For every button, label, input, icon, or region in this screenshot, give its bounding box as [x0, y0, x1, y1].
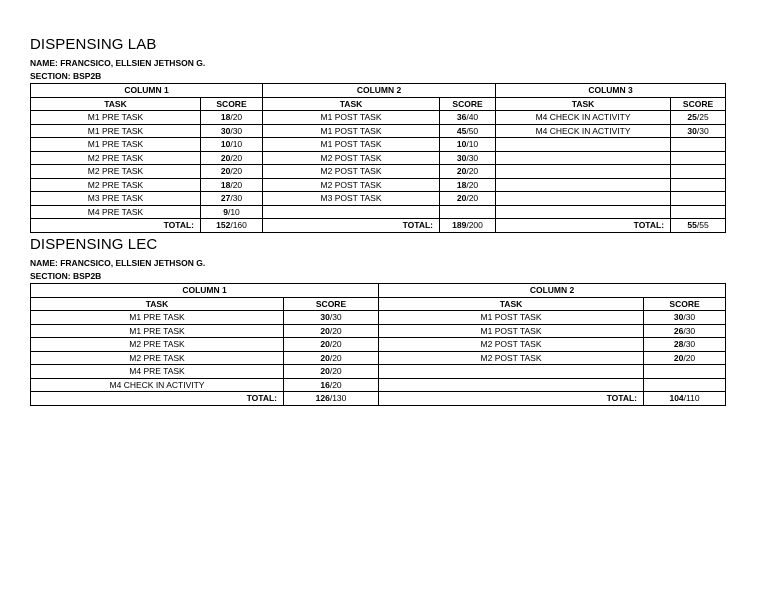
- score-value: 20: [320, 339, 330, 350]
- task-cell: [263, 205, 440, 219]
- task-header: TASK: [31, 297, 284, 311]
- table-row: [31, 378, 726, 392]
- score-header: SCORE: [440, 97, 496, 111]
- task-cell: M1 POST TASK: [263, 124, 440, 138]
- task-cell: M1 PRE TASK: [31, 324, 284, 338]
- task-cell: M1 POST TASK: [263, 138, 440, 152]
- score-header: SCORE: [671, 97, 726, 111]
- table-row: [31, 124, 726, 138]
- task-cell: [496, 151, 671, 165]
- score-value: 45: [456, 125, 467, 136]
- total-score-max: /200: [466, 220, 483, 231]
- score-max: /50: [466, 125, 479, 136]
- task-cell: [496, 205, 671, 219]
- score-max: /30: [696, 125, 709, 136]
- lec-score-table: [30, 283, 726, 406]
- task-cell: M2 POST TASK: [263, 165, 440, 179]
- total-score-max: /110: [683, 393, 700, 404]
- score-cell: [201, 138, 263, 152]
- lab-name-line: NAME: FRANCSICO, ELLSIEN JETHSON G.: [30, 58, 206, 68]
- score-cell: [284, 378, 379, 392]
- lec-name-line: NAME: FRANCSICO, ELLSIEN JETHSON G.: [30, 258, 206, 268]
- score-max: /25: [696, 112, 709, 123]
- task-cell: M1 PRE TASK: [31, 124, 201, 138]
- total-label: TOTAL:: [496, 219, 671, 233]
- score-max: /20: [230, 152, 243, 163]
- lec-column-1-title: COLUMN 1: [31, 284, 379, 298]
- score-max: /20: [466, 179, 479, 190]
- task-cell: M1 PRE TASK: [31, 111, 201, 125]
- score-max: /20: [329, 379, 342, 390]
- table-row: [31, 178, 726, 192]
- task-cell: M2 PRE TASK: [31, 178, 201, 192]
- score-value: 25: [687, 112, 697, 123]
- total-label: TOTAL:: [31, 392, 284, 406]
- lec-header-row: [31, 297, 726, 311]
- task-cell: [496, 192, 671, 206]
- score-max: /10: [466, 139, 479, 150]
- score-cell: [644, 338, 726, 352]
- score-max: /20: [329, 366, 342, 377]
- table-row: [31, 351, 726, 365]
- task-cell: M3 POST TASK: [263, 192, 440, 206]
- table-row: [31, 205, 726, 219]
- total-label: TOTAL:: [379, 392, 644, 406]
- task-cell: M4 PRE TASK: [31, 365, 284, 379]
- total-label: TOTAL:: [31, 219, 201, 233]
- task-header: TASK: [31, 97, 201, 111]
- score-cell: [440, 165, 496, 179]
- score-value: 20: [220, 166, 231, 177]
- score-value: 26: [673, 325, 684, 336]
- score-max: /20: [230, 112, 243, 123]
- score-cell: [671, 178, 726, 192]
- total-score-value: 104: [669, 393, 684, 404]
- score-cell: [440, 111, 496, 125]
- total-score-max: /160: [230, 220, 247, 231]
- score-cell: [201, 178, 263, 192]
- score-cell: [644, 311, 726, 325]
- task-cell: M4 CHECK IN ACTIVITY: [496, 124, 671, 138]
- score-max: /40: [466, 112, 479, 123]
- score-value: 20: [456, 193, 467, 204]
- score-max: /20: [466, 193, 479, 204]
- total-score-value: 189: [452, 220, 467, 231]
- score-value: 20: [320, 325, 330, 336]
- table-row: [31, 338, 726, 352]
- score-header: SCORE: [284, 297, 379, 311]
- score-max: /20: [683, 352, 696, 363]
- score-value: 20: [320, 366, 330, 377]
- table-row: [31, 138, 726, 152]
- score-value: 30: [687, 125, 697, 136]
- score-value: 10: [456, 139, 467, 150]
- score-cell: [201, 151, 263, 165]
- score-max: /20: [230, 179, 243, 190]
- score-value: 20: [320, 352, 330, 363]
- score-value: 20: [220, 152, 231, 163]
- total-row: [31, 219, 726, 233]
- task-cell: [379, 378, 644, 392]
- score-cell: [201, 192, 263, 206]
- task-cell: M2 PRE TASK: [31, 338, 284, 352]
- score-value: 30: [673, 312, 684, 323]
- lec-title: DISPENSING LEC: [30, 236, 158, 253]
- task-cell: M4 CHECK IN ACTIVITY: [496, 111, 671, 125]
- score-cell: [440, 124, 496, 138]
- table-row: [31, 365, 726, 379]
- score-max: /20: [329, 339, 342, 350]
- lec-section-line: SECTION: BSP2B: [30, 271, 102, 281]
- score-cell: [201, 124, 263, 138]
- lec-column-2-title: COLUMN 2: [379, 284, 726, 298]
- score-max: /20: [466, 166, 479, 177]
- score-cell: [644, 351, 726, 365]
- task-cell: [496, 178, 671, 192]
- score-max: /10: [227, 206, 240, 217]
- score-value: 28: [673, 339, 684, 350]
- score-cell: [440, 178, 496, 192]
- score-max: /20: [329, 325, 342, 336]
- task-cell: [496, 138, 671, 152]
- score-cell: [671, 111, 726, 125]
- score-cell: [201, 205, 263, 219]
- score-cell: [284, 324, 379, 338]
- score-cell: [440, 138, 496, 152]
- table-row: [31, 165, 726, 179]
- task-cell: M1 POST TASK: [379, 311, 644, 325]
- lec-column-title-row: [31, 284, 726, 298]
- score-cell: [284, 365, 379, 379]
- table-row: [31, 151, 726, 165]
- total-label: TOTAL:: [263, 219, 440, 233]
- score-value: 18: [220, 179, 231, 190]
- task-cell: [379, 365, 644, 379]
- task-cell: M2 POST TASK: [379, 338, 644, 352]
- total-score-max: /55: [696, 220, 709, 231]
- lab-column-2-title: COLUMN 2: [263, 84, 496, 98]
- score-cell: [671, 151, 726, 165]
- score-value: 30: [456, 152, 467, 163]
- task-cell: M2 POST TASK: [263, 178, 440, 192]
- score-value: 30: [220, 125, 231, 136]
- score-max: /30: [230, 193, 243, 204]
- table-row: [31, 311, 726, 325]
- task-cell: M2 PRE TASK: [31, 351, 284, 365]
- score-cell: [671, 124, 726, 138]
- score-header: SCORE: [644, 297, 726, 311]
- task-cell: M2 POST TASK: [379, 351, 644, 365]
- total-score-cell: [284, 392, 379, 406]
- total-score-max: /130: [329, 393, 347, 404]
- total-score-cell: [644, 392, 726, 406]
- lab-column-1-title: COLUMN 1: [31, 84, 263, 98]
- total-row: [31, 392, 726, 406]
- score-cell: [644, 365, 726, 379]
- total-score-value: 55: [687, 220, 697, 231]
- score-value: 30: [320, 312, 330, 323]
- score-cell: [284, 351, 379, 365]
- lab-section-line: SECTION: BSP2B: [30, 71, 102, 81]
- score-header: SCORE: [201, 97, 263, 111]
- score-value: 16: [320, 379, 330, 390]
- task-cell: [496, 165, 671, 179]
- score-value: 10: [220, 139, 231, 150]
- score-value: 18: [220, 112, 231, 123]
- score-cell: [284, 311, 379, 325]
- score-cell: [671, 192, 726, 206]
- table-row: [31, 192, 726, 206]
- score-cell: [201, 165, 263, 179]
- task-cell: M2 PRE TASK: [31, 151, 201, 165]
- score-max: /30: [329, 312, 342, 323]
- lab-score-table: [30, 83, 726, 233]
- task-cell: M4 PRE TASK: [31, 205, 201, 219]
- total-score-cell: [440, 219, 496, 233]
- task-cell: M1 POST TASK: [379, 324, 644, 338]
- score-value: 18: [456, 179, 467, 190]
- score-max: /30: [683, 312, 696, 323]
- score-value: 9: [223, 206, 228, 217]
- score-max: /30: [683, 325, 696, 336]
- total-score-value: 152: [216, 220, 231, 231]
- score-cell: [671, 205, 726, 219]
- lab-column-3-title: COLUMN 3: [496, 84, 726, 98]
- score-cell: [644, 378, 726, 392]
- lab-section: [30, 36, 726, 233]
- score-cell: [440, 151, 496, 165]
- score-cell: [644, 324, 726, 338]
- task-header: TASK: [379, 297, 644, 311]
- score-max: /20: [230, 166, 243, 177]
- task-cell: M4 CHECK IN ACTIVITY: [31, 378, 284, 392]
- task-cell: M1 POST TASK: [263, 111, 440, 125]
- score-max: /30: [683, 339, 696, 350]
- task-cell: M1 PRE TASK: [31, 311, 284, 325]
- task-cell: M2 POST TASK: [263, 151, 440, 165]
- score-max: /30: [230, 125, 243, 136]
- task-header: TASK: [496, 97, 671, 111]
- score-value: 20: [673, 352, 684, 363]
- total-score-value: 126: [315, 393, 330, 404]
- score-cell: [440, 205, 496, 219]
- score-cell: [671, 165, 726, 179]
- task-cell: M1 PRE TASK: [31, 138, 201, 152]
- lec-section: [30, 236, 726, 406]
- lab-column-title-row: [31, 84, 726, 98]
- score-value: 20: [456, 166, 467, 177]
- score-max: /10: [230, 139, 243, 150]
- task-cell: M3 PRE TASK: [31, 192, 201, 206]
- table-row: [31, 324, 726, 338]
- score-max: /20: [329, 352, 342, 363]
- score-value: 27: [220, 193, 231, 204]
- total-score-cell: [201, 219, 263, 233]
- score-value: 36: [456, 112, 467, 123]
- table-row: [31, 111, 726, 125]
- task-header: TASK: [263, 97, 440, 111]
- lab-header-row: [31, 97, 726, 111]
- score-cell: [201, 111, 263, 125]
- lab-title: DISPENSING LAB: [30, 36, 157, 53]
- score-cell: [671, 138, 726, 152]
- score-cell: [440, 192, 496, 206]
- score-max: /30: [466, 152, 479, 163]
- total-score-cell: [671, 219, 726, 233]
- task-cell: M2 PRE TASK: [31, 165, 201, 179]
- score-cell: [284, 338, 379, 352]
